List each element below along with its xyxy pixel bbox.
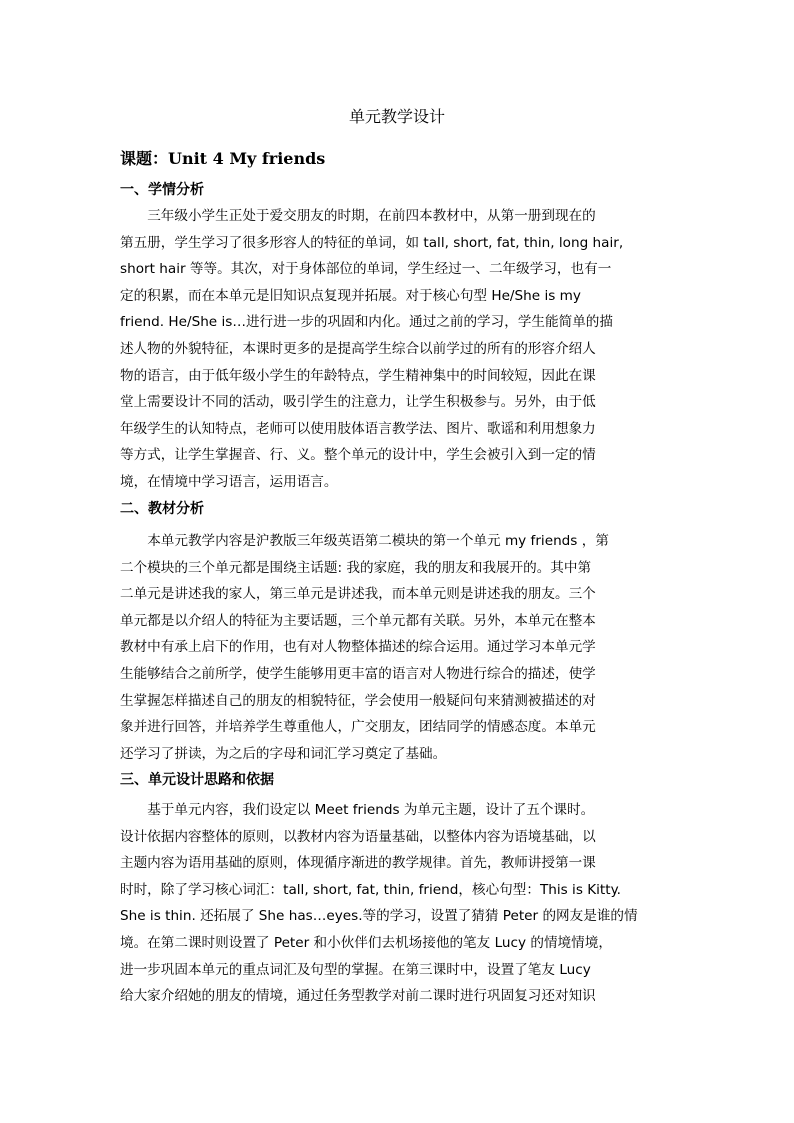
section-body-design-rationale — [120, 797, 676, 1010]
paragraph-line: 还学习了拼读，为之后的字母和词汇学习奠定了基础。 — [120, 745, 447, 762]
paragraph-line: 时时，除了学习核心词汇：tall, short, fat, thin, friend，核心句型：This is Kitty. — [120, 881, 622, 898]
section-body-material-analysis — [120, 528, 676, 767]
paragraph-line: 三年级小学生正处于爱交朋友的时期，在前四本教材中，从第一册到现在的 — [147, 208, 596, 224]
section-heading-design-rationale: 三、单元设计思路和依据 — [120, 772, 274, 788]
paragraph-line: 基于单元内容，我们设定以 Meet friends 为单元主题，设计了五个课时。 — [147, 802, 595, 818]
paragraph-line: 主题内容为语用基础的原则，体现循序渐进的教学规律。首先，教师讲授第一课 — [120, 855, 596, 872]
paragraph-line: 教材中有承上启下的作用，也有对人物整体描述的综合运用。通过学习本单元学 — [120, 639, 596, 656]
section-heading-learner-analysis: 一、学情分析 — [120, 182, 204, 198]
document-title: 单元教学设计 — [348, 107, 445, 126]
paragraph-line: 堂上需要设计不同的活动，吸引学生的注意力，让学生积极参与。另外，由于低 — [120, 394, 596, 411]
paragraph-line: 第五册，学生学习了很多形容人的特征的单词，如 tall, short, fat, thin, long hair, — [120, 234, 624, 251]
paragraph-line: 单元都是以介绍人的特征为主要话题，三个单元都有关联。另外，本单元在整本 — [120, 612, 596, 629]
paragraph-line: 境，在情境中学习语言，运用语言。 — [120, 473, 338, 490]
paragraph-line: 给大家介绍她的朋友的情境，通过任务型教学对前二课时进行巩固复习还对知识 — [120, 988, 596, 1005]
paragraph-line: 象并进行回答，并培养学生尊重他人，广交朋友，团结同学的情感态度。本单元 — [120, 719, 596, 736]
paragraph-line: 定的积累，而在本单元是旧知识点复现并拓展。对于核心句型 He/She is my — [120, 287, 581, 304]
paragraph-line: 境。在第二课时则设置了 Peter 和小伙伴们去机场接他的笔友 Lucy 的情境情境， — [120, 934, 612, 951]
paragraph-line: 生能够结合之前所学，使学生能够用更丰富的语言对人物进行综合的描述，使学 — [120, 665, 596, 682]
paragraph-line: 进一步巩固本单元的重点词汇及句型的掌握。在第三课时中，设置了笔友 Lucy — [120, 961, 591, 978]
paragraph-line: friend. He/She is…进行进一步的巩固和内化。通过之前的学习，学生能简单的描 — [120, 314, 613, 331]
paragraph-line: 二个模块的三个单元都是围绕主话题: 我的家庭，我的朋友和我展开的。其中第 — [120, 559, 592, 576]
paragraph-line: She is thin. 还拓展了 She has…eyes.等的学习，设置了猜猜 Peter 的网友是谁的情 — [120, 908, 638, 925]
paragraph-line: 本单元教学内容是沪教版三年级英语第二模块的第一个单元 my friends ，第 — [147, 533, 609, 549]
paragraph-line: 二单元是讲述我的家人，第三单元是讲述我，而本单元则是讲述我的朋友。三个 — [120, 586, 596, 603]
paragraph-line: short hair 等等。其次，对于身体部位的单词，学生经过一、二年级学习，也有一 — [120, 261, 612, 278]
paragraph-line: 述人物的外貌特征，本课时更多的是提高学生综合以前学过的所有的形容介绍人 — [120, 340, 596, 357]
paragraph-line: 年级学生的认知特点，老师可以使用肢体语言教学法、图片、歌谣和利用想象力 — [120, 420, 596, 437]
paragraph-line: 物的语言，由于低年级小学生的年龄特点，学生精神集中的时间较短，因此在课 — [120, 367, 596, 384]
paragraph-line: 设计依据内容整体的原则，以教材内容为语量基础，以整体内容为语境基础，以 — [120, 828, 596, 845]
lesson-subject: 课题：Unit 4 My friends — [120, 149, 326, 168]
paragraph-line: 等方式，让学生掌握音、行、义。整个单元的设计中，学生会被引入到一定的情 — [120, 447, 596, 464]
section-body-learner-analysis — [120, 203, 676, 496]
paragraph-line: 生掌握怎样描述自己的朋友的相貌特征，学会使用一般疑问句来猜测被描述的对 — [120, 692, 596, 709]
section-heading-material-analysis: 二、教材分析 — [120, 501, 204, 517]
